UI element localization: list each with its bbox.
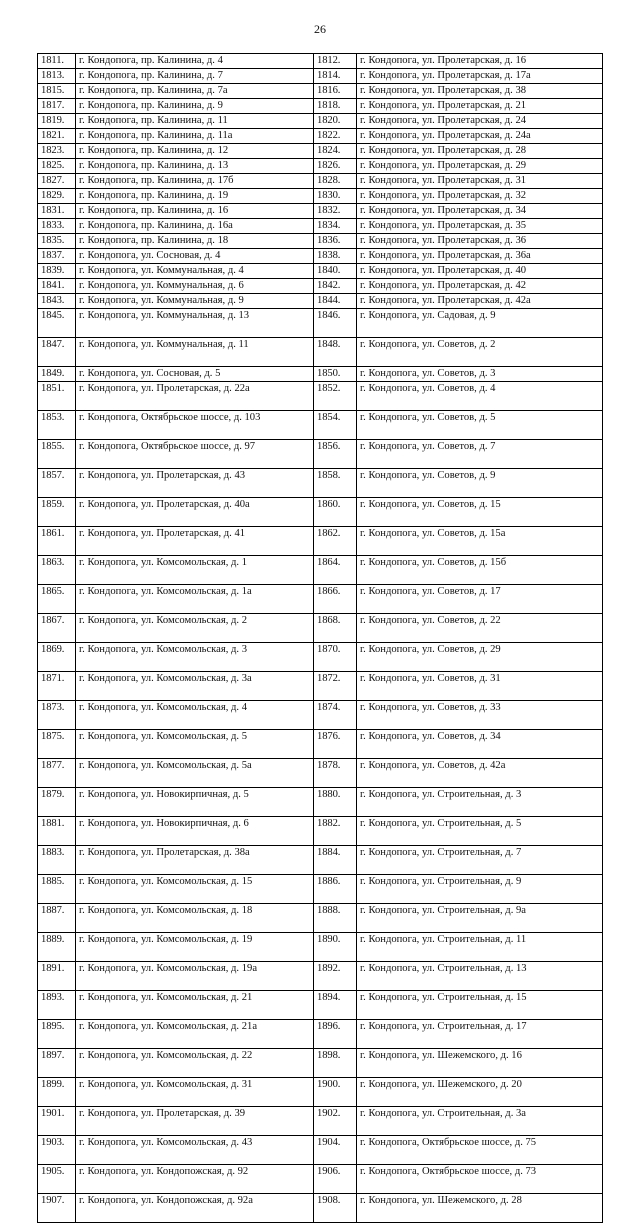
address-left: г. Кондопога, ул. Комсомольская, д. 4	[76, 701, 314, 730]
row-number-right: 1898.	[314, 1049, 357, 1078]
row-number-right: 1816.	[314, 84, 357, 99]
address-left: г. Кондопога, ул. Комсомольская, д. 22	[76, 1049, 314, 1078]
row-number-right: 1852.	[314, 382, 357, 411]
address-right: г. Кондопога, ул. Пролетарская, д. 24	[357, 114, 603, 129]
row-number-left: 1867.	[38, 614, 76, 643]
row-number-right: 1844.	[314, 294, 357, 309]
address-right: г. Кондопога, ул. Советов, д. 9	[357, 469, 603, 498]
address-right: г. Кондопога, ул. Строительная, д. 3	[357, 788, 603, 817]
row-number-left: 1821.	[38, 129, 76, 144]
row-number-left: 1831.	[38, 204, 76, 219]
table-row	[38, 114, 603, 129]
table-row	[38, 759, 603, 788]
table-row	[38, 294, 603, 309]
row-number-left: 1859.	[38, 498, 76, 527]
address-right: г. Кондопога, ул. Строительная, д. 17	[357, 1020, 603, 1049]
table-row	[38, 614, 603, 643]
address-left: г. Кондопога, ул. Коммунальная, д. 6	[76, 279, 314, 294]
address-left: г. Кондопога, пр. Калинина, д. 16	[76, 204, 314, 219]
address-right: г. Кондопога, ул. Пролетарская, д. 42	[357, 279, 603, 294]
address-table-body	[38, 54, 603, 1223]
address-right: г. Кондопога, ул. Пролетарская, д. 21	[357, 99, 603, 114]
address-right: г. Кондопога, ул. Советов, д. 2	[357, 338, 603, 367]
address-left: г. Кондопога, пр. Калинина, д. 12	[76, 144, 314, 159]
table-row	[38, 1107, 603, 1136]
address-table	[37, 53, 603, 1223]
row-number-right: 1862.	[314, 527, 357, 556]
row-number-right: 1896.	[314, 1020, 357, 1049]
row-number-left: 1819.	[38, 114, 76, 129]
row-number-right: 1886.	[314, 875, 357, 904]
table-row	[38, 1078, 603, 1107]
row-number-right: 1894.	[314, 991, 357, 1020]
row-number-left: 1871.	[38, 672, 76, 701]
table-row	[38, 204, 603, 219]
address-right: г. Кондопога, ул. Советов, д. 33	[357, 701, 603, 730]
row-number-right: 1908.	[314, 1194, 357, 1223]
table-row	[38, 144, 603, 159]
row-number-left: 1887.	[38, 904, 76, 933]
address-right: г. Кондопога, ул. Советов, д. 34	[357, 730, 603, 759]
address-left: г. Кондопога, ул. Сосновая, д. 5	[76, 367, 314, 382]
row-number-left: 1905.	[38, 1165, 76, 1194]
table-row	[38, 1020, 603, 1049]
row-number-left: 1863.	[38, 556, 76, 585]
row-number-right: 1882.	[314, 817, 357, 846]
address-right: г. Кондопога, ул. Советов, д. 15а	[357, 527, 603, 556]
table-row	[38, 846, 603, 875]
row-number-left: 1879.	[38, 788, 76, 817]
table-row	[38, 382, 603, 411]
address-left: г. Кондопога, Октябрьское шоссе, д. 97	[76, 440, 314, 469]
table-row	[38, 817, 603, 846]
row-number-right: 1874.	[314, 701, 357, 730]
address-left: г. Кондопога, пр. Калинина, д. 17б	[76, 174, 314, 189]
row-number-left: 1869.	[38, 643, 76, 672]
row-number-left: 1837.	[38, 249, 76, 264]
row-number-left: 1893.	[38, 991, 76, 1020]
address-right: г. Кондопога, ул. Советов, д. 3	[357, 367, 603, 382]
table-row	[38, 1049, 603, 1078]
address-left: г. Кондопога, ул. Комсомольская, д. 5а	[76, 759, 314, 788]
address-right: г. Кондопога, ул. Советов, д. 7	[357, 440, 603, 469]
address-right: г. Кондопога, ул. Садовая, д. 9	[357, 309, 603, 338]
address-left: г. Кондопога, ул. Новокирпичная, д. 5	[76, 788, 314, 817]
address-left: г. Кондопога, пр. Калинина, д. 7	[76, 69, 314, 84]
address-left: г. Кондопога, пр. Калинина, д. 13	[76, 159, 314, 174]
row-number-right: 1850.	[314, 367, 357, 382]
address-right: г. Кондопога, ул. Пролетарская, д. 40	[357, 264, 603, 279]
address-right: г. Кондопога, ул. Советов, д. 5	[357, 411, 603, 440]
address-right: г. Кондопога, ул. Советов, д. 17	[357, 585, 603, 614]
row-number-left: 1849.	[38, 367, 76, 382]
address-left: г. Кондопога, ул. Сосновая, д. 4	[76, 249, 314, 264]
table-row	[38, 411, 603, 440]
address-right: г. Кондопога, ул. Шежемского, д. 28	[357, 1194, 603, 1223]
table-row	[38, 527, 603, 556]
table-row	[38, 264, 603, 279]
address-right: г. Кондопога, ул. Советов, д. 15	[357, 498, 603, 527]
row-number-left: 1883.	[38, 846, 76, 875]
table-row	[38, 99, 603, 114]
table-row	[38, 730, 603, 759]
address-left: г. Кондопога, ул. Коммунальная, д. 4	[76, 264, 314, 279]
row-number-left: 1835.	[38, 234, 76, 249]
row-number-right: 1870.	[314, 643, 357, 672]
row-number-left: 1827.	[38, 174, 76, 189]
row-number-right: 1832.	[314, 204, 357, 219]
address-right: г. Кондопога, ул. Строительная, д. 5	[357, 817, 603, 846]
table-row	[38, 585, 603, 614]
address-left: г. Кондопога, пр. Калинина, д. 16а	[76, 219, 314, 234]
address-right: г. Кондопога, ул. Пролетарская, д. 38	[357, 84, 603, 99]
address-right: г. Кондопога, ул. Советов, д. 29	[357, 643, 603, 672]
row-number-left: 1885.	[38, 875, 76, 904]
address-right: г. Кондопога, ул. Советов, д. 22	[357, 614, 603, 643]
row-number-right: 1868.	[314, 614, 357, 643]
row-number-left: 1899.	[38, 1078, 76, 1107]
row-number-right: 1866.	[314, 585, 357, 614]
address-left: г. Кондопога, ул. Кондопожская, д. 92а	[76, 1194, 314, 1223]
row-number-left: 1825.	[38, 159, 76, 174]
row-number-left: 1857.	[38, 469, 76, 498]
row-number-right: 1892.	[314, 962, 357, 991]
row-number-right: 1888.	[314, 904, 357, 933]
row-number-right: 1864.	[314, 556, 357, 585]
address-left: г. Кондопога, ул. Комсомольская, д. 1	[76, 556, 314, 585]
table-row	[38, 904, 603, 933]
row-number-left: 1891.	[38, 962, 76, 991]
row-number-right: 1820.	[314, 114, 357, 129]
row-number-right: 1830.	[314, 189, 357, 204]
address-left: г. Кондопога, пр. Калинина, д. 7а	[76, 84, 314, 99]
address-left: г. Кондопога, ул. Комсомольская, д. 18	[76, 904, 314, 933]
address-left: г. Кондопога, ул. Пролетарская, д. 40а	[76, 498, 314, 527]
row-number-left: 1839.	[38, 264, 76, 279]
address-left: г. Кондопога, ул. Комсомольская, д. 43	[76, 1136, 314, 1165]
row-number-right: 1902.	[314, 1107, 357, 1136]
row-number-left: 1861.	[38, 527, 76, 556]
row-number-right: 1848.	[314, 338, 357, 367]
row-number-left: 1865.	[38, 585, 76, 614]
table-row	[38, 69, 603, 84]
address-right: г. Кондопога, ул. Пролетарская, д. 29	[357, 159, 603, 174]
row-number-right: 1836.	[314, 234, 357, 249]
address-left: г. Кондопога, ул. Комсомольская, д. 5	[76, 730, 314, 759]
page-number: 26	[314, 22, 326, 36]
row-number-left: 1851.	[38, 382, 76, 411]
row-number-left: 1881.	[38, 817, 76, 846]
address-right: г. Кондопога, Октябрьское шоссе, д. 75	[357, 1136, 603, 1165]
row-number-right: 1840.	[314, 264, 357, 279]
row-number-left: 1829.	[38, 189, 76, 204]
table-row	[38, 933, 603, 962]
row-number-right: 1838.	[314, 249, 357, 264]
address-left: г. Кондопога, ул. Комсомольская, д. 31	[76, 1078, 314, 1107]
address-left: г. Кондопога, ул. Коммунальная, д. 9	[76, 294, 314, 309]
table-row	[38, 962, 603, 991]
table-row	[38, 556, 603, 585]
address-left: г. Кондопога, ул. Комсомольская, д. 3	[76, 643, 314, 672]
address-left: г. Кондопога, пр. Калинина, д. 11	[76, 114, 314, 129]
row-number-right: 1876.	[314, 730, 357, 759]
table-row	[38, 440, 603, 469]
address-right: г. Кондопога, ул. Строительная, д. 13	[357, 962, 603, 991]
row-number-left: 1875.	[38, 730, 76, 759]
address-left: г. Кондопога, Октябрьское шоссе, д. 103	[76, 411, 314, 440]
address-right: г. Кондопога, ул. Пролетарская, д. 16	[357, 54, 603, 69]
table-row	[38, 84, 603, 99]
address-left: г. Кондопога, ул. Комсомольская, д. 15	[76, 875, 314, 904]
row-number-right: 1828.	[314, 174, 357, 189]
row-number-right: 1842.	[314, 279, 357, 294]
row-number-left: 1889.	[38, 933, 76, 962]
table-row	[38, 174, 603, 189]
row-number-right: 1856.	[314, 440, 357, 469]
row-number-right: 1860.	[314, 498, 357, 527]
table-row	[38, 1194, 603, 1223]
row-number-left: 1833.	[38, 219, 76, 234]
table-row	[38, 991, 603, 1020]
address-right: г. Кондопога, ул. Строительная, д. 9а	[357, 904, 603, 933]
row-number-left: 1873.	[38, 701, 76, 730]
address-left: г. Кондопога, ул. Пролетарская, д. 22а	[76, 382, 314, 411]
row-number-right: 1812.	[314, 54, 357, 69]
row-number-right: 1854.	[314, 411, 357, 440]
address-left: г. Кондопога, ул. Комсомольская, д. 3а	[76, 672, 314, 701]
address-left: г. Кондопога, пр. Калинина, д. 18	[76, 234, 314, 249]
address-left: г. Кондопога, ул. Пролетарская, д. 38а	[76, 846, 314, 875]
address-left: г. Кондопога, ул. Новокирпичная, д. 6	[76, 817, 314, 846]
address-right: г. Кондопога, ул. Шежемского, д. 20	[357, 1078, 603, 1107]
address-right: г. Кондопога, ул. Пролетарская, д. 32	[357, 189, 603, 204]
address-left: г. Кондопога, ул. Комсомольская, д. 21	[76, 991, 314, 1020]
table-row	[38, 189, 603, 204]
address-left: г. Кондопога, ул. Комсомольская, д. 2	[76, 614, 314, 643]
table-row	[38, 338, 603, 367]
address-right: г. Кондопога, ул. Строительная, д. 15	[357, 991, 603, 1020]
row-number-right: 1824.	[314, 144, 357, 159]
address-left: г. Кондопога, ул. Комсомольская, д. 19	[76, 933, 314, 962]
row-number-left: 1853.	[38, 411, 76, 440]
row-number-right: 1872.	[314, 672, 357, 701]
row-number-left: 1895.	[38, 1020, 76, 1049]
row-number-left: 1855.	[38, 440, 76, 469]
table-row	[38, 788, 603, 817]
table-row	[38, 498, 603, 527]
row-number-left: 1813.	[38, 69, 76, 84]
address-right: г. Кондопога, ул. Строительная, д. 9	[357, 875, 603, 904]
table-row	[38, 129, 603, 144]
row-number-left: 1907.	[38, 1194, 76, 1223]
address-right: г. Кондопога, ул. Пролетарская, д. 31	[357, 174, 603, 189]
address-right: г. Кондопога, ул. Шежемского, д. 16	[357, 1049, 603, 1078]
address-right: г. Кондопога, ул. Строительная, д. 3а	[357, 1107, 603, 1136]
row-number-left: 1811.	[38, 54, 76, 69]
row-number-left: 1817.	[38, 99, 76, 114]
address-right: г. Кондопога, ул. Советов, д. 4	[357, 382, 603, 411]
table-row	[38, 367, 603, 382]
address-left: г. Кондопога, пр. Калинина, д. 9	[76, 99, 314, 114]
address-left: г. Кондопога, пр. Калинина, д. 19	[76, 189, 314, 204]
row-number-right: 1904.	[314, 1136, 357, 1165]
row-number-right: 1900.	[314, 1078, 357, 1107]
table-row	[38, 159, 603, 174]
address-left: г. Кондопога, ул. Пролетарская, д. 41	[76, 527, 314, 556]
table-row	[38, 643, 603, 672]
row-number-right: 1858.	[314, 469, 357, 498]
table-row	[38, 54, 603, 69]
address-right: г. Кондопога, Октябрьское шоссе, д. 73	[357, 1165, 603, 1194]
row-number-left: 1815.	[38, 84, 76, 99]
address-left: г. Кондопога, ул. Комсомольская, д. 1а	[76, 585, 314, 614]
table-row	[38, 1136, 603, 1165]
table-row	[38, 219, 603, 234]
row-number-left: 1877.	[38, 759, 76, 788]
row-number-right: 1846.	[314, 309, 357, 338]
address-left: г. Кондопога, ул. Пролетарская, д. 39	[76, 1107, 314, 1136]
address-left: г. Кондопога, пр. Калинина, д. 4	[76, 54, 314, 69]
address-right: г. Кондопога, ул. Пролетарская, д. 36	[357, 234, 603, 249]
address-right: г. Кондопога, ул. Пролетарская, д. 28	[357, 144, 603, 159]
row-number-left: 1843.	[38, 294, 76, 309]
address-right: г. Кондопога, ул. Строительная, д. 11	[357, 933, 603, 962]
address-right: г. Кондопога, ул. Пролетарская, д. 35	[357, 219, 603, 234]
address-left: г. Кондопога, ул. Комсомольская, д. 21а	[76, 1020, 314, 1049]
address-left: г. Кондопога, ул. Коммунальная, д. 11	[76, 338, 314, 367]
table-row	[38, 279, 603, 294]
table-row	[38, 469, 603, 498]
row-number-left: 1897.	[38, 1049, 76, 1078]
address-right: г. Кондопога, ул. Советов, д. 15б	[357, 556, 603, 585]
table-row	[38, 249, 603, 264]
address-right: г. Кондопога, ул. Пролетарская, д. 42а	[357, 294, 603, 309]
address-left: г. Кондопога, ул. Комсомольская, д. 19а	[76, 962, 314, 991]
row-number-right: 1818.	[314, 99, 357, 114]
address-right: г. Кондопога, ул. Пролетарская, д. 24а	[357, 129, 603, 144]
address-right: г. Кондопога, ул. Пролетарская, д. 17а	[357, 69, 603, 84]
table-row	[38, 875, 603, 904]
row-number-right: 1814.	[314, 69, 357, 84]
table-row	[38, 1165, 603, 1194]
row-number-right: 1884.	[314, 846, 357, 875]
address-right: г. Кондопога, ул. Пролетарская, д. 36а	[357, 249, 603, 264]
row-number-right: 1880.	[314, 788, 357, 817]
address-left: г. Кондопога, ул. Пролетарская, д. 43	[76, 469, 314, 498]
row-number-right: 1826.	[314, 159, 357, 174]
row-number-right: 1834.	[314, 219, 357, 234]
row-number-right: 1822.	[314, 129, 357, 144]
address-left: г. Кондопога, пр. Калинина, д. 11а	[76, 129, 314, 144]
row-number-left: 1903.	[38, 1136, 76, 1165]
row-number-right: 1878.	[314, 759, 357, 788]
address-right: г. Кондопога, ул. Советов, д. 31	[357, 672, 603, 701]
address-right: г. Кондопога, ул. Пролетарская, д. 34	[357, 204, 603, 219]
row-number-left: 1901.	[38, 1107, 76, 1136]
address-left: г. Кондопога, ул. Коммунальная, д. 13	[76, 309, 314, 338]
row-number-right: 1890.	[314, 933, 357, 962]
table-row	[38, 234, 603, 249]
address-right: г. Кондопога, ул. Строительная, д. 7	[357, 846, 603, 875]
table-row	[38, 701, 603, 730]
address-right: г. Кондопога, ул. Советов, д. 42а	[357, 759, 603, 788]
address-left: г. Кондопога, ул. Кондопожская, д. 92	[76, 1165, 314, 1194]
row-number-right: 1906.	[314, 1165, 357, 1194]
row-number-left: 1823.	[38, 144, 76, 159]
table-row	[38, 309, 603, 338]
row-number-left: 1841.	[38, 279, 76, 294]
table-row	[38, 672, 603, 701]
row-number-left: 1845.	[38, 309, 76, 338]
row-number-left: 1847.	[38, 338, 76, 367]
